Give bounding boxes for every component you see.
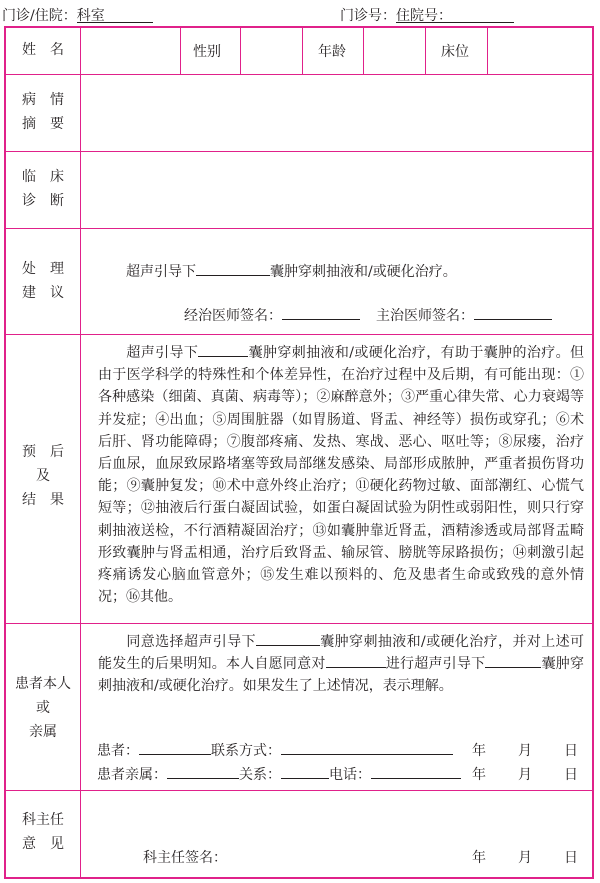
patient-label: 患者：: [97, 743, 139, 759]
consent-location-blank-1[interactable]: [256, 633, 320, 646]
phone-blank[interactable]: [371, 766, 461, 779]
clinic-label: 门诊/住院：: [2, 8, 77, 24]
prognosis-body: 囊肿穿刺抽液和/或硬化治疗，有助于囊肿的治疗。但由于医学科学的特殊性和个体差异性，在治疗过程中及后期，有可能出现：①各种感染（细菌、真菌、病毒等）；②麻醉意外；③严重心律失常、心力衰竭等并发症；④出血；⑤周围脏器（如胃肠道、肾盂、神经等）损伤或穿孔；⑥术后肝、肾功能障碍；⑦腹部疼痛、发热、寒战、恶心、呕吐等；⑧尿瘘，治疗后血尿，血尿致尿路堵塞等致局部继发感染、局部形成脓肿，严重者损伤肾功能；⑨囊肿复发；⑩术中意外终止治疗；⑪硬化药物过敏、面部潮红、心慌气短等；⑫抽液后行蛋白凝固试验，如蛋白凝固试验为阴性或弱阳性，则只行穿刺抽液送检，不行酒精凝固治疗；⑬如囊肿靠近肾盂，酒精渗透或局部肾盂畸形致囊肿与肾盂相通，治疗后致肾盂、输尿管、膀胱等尿路损伤；⑭刺激引起疼痛诱发心脑血管意外；⑮发生难以预料的、危及患者生命或致残的意外情况；⑯其他。: [98, 345, 585, 606]
form-header: [0, 0, 600, 26]
contact-label: 联系方式：: [211, 743, 281, 759]
plan-signatures: [184, 305, 552, 325]
bed-label: 床位: [441, 44, 469, 60]
gender-input-cell[interactable]: [241, 28, 301, 74]
summary-input-area[interactable]: [81, 75, 592, 151]
inpatient-no-blank[interactable]: [452, 10, 514, 23]
patient-sign-row: [97, 740, 453, 760]
room-suffix: 室: [90, 8, 105, 24]
table-divider-vertical: [180, 27, 181, 74]
relative-sign-blank[interactable]: [167, 766, 239, 779]
director-label: 科主任 意 见: [22, 812, 64, 852]
plan-label: 处 理 建 议: [22, 261, 64, 301]
patient-month-label: 月: [518, 743, 532, 759]
gender-label: 性别: [193, 44, 221, 60]
inpatient-no-label: 住院号：: [396, 8, 452, 24]
consent-text: [98, 631, 584, 698]
table-divider: [4, 228, 594, 229]
relative-sign-row: [97, 764, 461, 784]
consent-p4: 囊肿穿刺抽液和/或硬化治疗。如果发生了上述情况，表示理解。: [98, 656, 585, 695]
diagnosis-label: 临 床 诊 断: [22, 169, 64, 209]
relation-label: 关系：: [239, 767, 281, 783]
relative-label: 患者亲属：: [97, 767, 167, 783]
consent-patient-blank[interactable]: [326, 655, 386, 668]
name-input-cell[interactable]: [81, 28, 179, 74]
patient-year-label: 年: [472, 743, 486, 759]
plan-text-suffix: 囊肿穿刺抽液和/或硬化治疗。: [270, 264, 457, 280]
consent-p3: 进行超声引导下: [385, 656, 486, 673]
director-month-label: 月: [518, 850, 532, 866]
age-label: 年龄: [318, 44, 346, 60]
table-divider-vertical: [302, 27, 303, 74]
director-sign-label: 科主任签名：: [143, 850, 227, 866]
relative-day-label: 日: [564, 767, 578, 783]
name-label: 姓 名: [22, 42, 64, 58]
consent-location-blank-2[interactable]: [485, 655, 541, 668]
consent-p1: 同意选择超声引导下: [126, 634, 256, 650]
table-divider: [4, 334, 594, 335]
record-number-field: [340, 5, 452, 25]
clinic-field: [2, 5, 105, 25]
prognosis-text: [98, 342, 584, 608]
relative-year-label: 年: [472, 767, 486, 783]
table-divider: [4, 623, 594, 624]
patient-sign-blank[interactable]: [139, 742, 211, 755]
age-input-cell[interactable]: [364, 28, 424, 74]
relation-blank[interactable]: [281, 766, 329, 779]
relative-month-label: 月: [518, 767, 532, 783]
outpatient-no-blank[interactable]: [396, 10, 454, 23]
director-opinion-area[interactable]: [81, 791, 592, 841]
summary-label: 病 情 摘 要: [22, 92, 64, 132]
prognosis-intro-prefix: 超声引导下: [126, 345, 199, 361]
plan-text-prefix: 超声引导下: [126, 264, 196, 280]
director-day-label: 日: [564, 850, 578, 866]
attending-sign-blank[interactable]: [474, 307, 552, 320]
doctor-sign-label: 经治医师签名：: [184, 308, 282, 324]
table-divider-vertical: [425, 27, 426, 74]
plan-location-blank[interactable]: [196, 263, 270, 276]
doctor-sign-blank[interactable]: [282, 307, 360, 320]
attending-sign-label: 主治医师签名：: [376, 308, 474, 324]
director-year-label: 年: [472, 850, 486, 866]
patient-day-label: 日: [564, 743, 578, 759]
prognosis-location-blank[interactable]: [198, 344, 248, 357]
bed-input-cell[interactable]: [488, 28, 592, 74]
consent-p2: 囊肿穿刺抽液和/或硬化治疗，并对上述可能发生的后果明知。本人自愿同意对: [98, 634, 584, 673]
outpatient-no-label: 门诊号：: [340, 8, 396, 24]
room-blank[interactable]: [91, 10, 153, 23]
contact-blank[interactable]: [281, 742, 453, 755]
phone-label: 电话：: [329, 767, 371, 783]
diagnosis-input-area[interactable]: [81, 152, 592, 228]
prognosis-label: 预 后 及 结 果: [22, 444, 64, 508]
consent-label: 患者本人 或 亲属: [15, 676, 71, 740]
plan-text: [126, 261, 457, 281]
dept-suffix: 科: [76, 8, 91, 24]
